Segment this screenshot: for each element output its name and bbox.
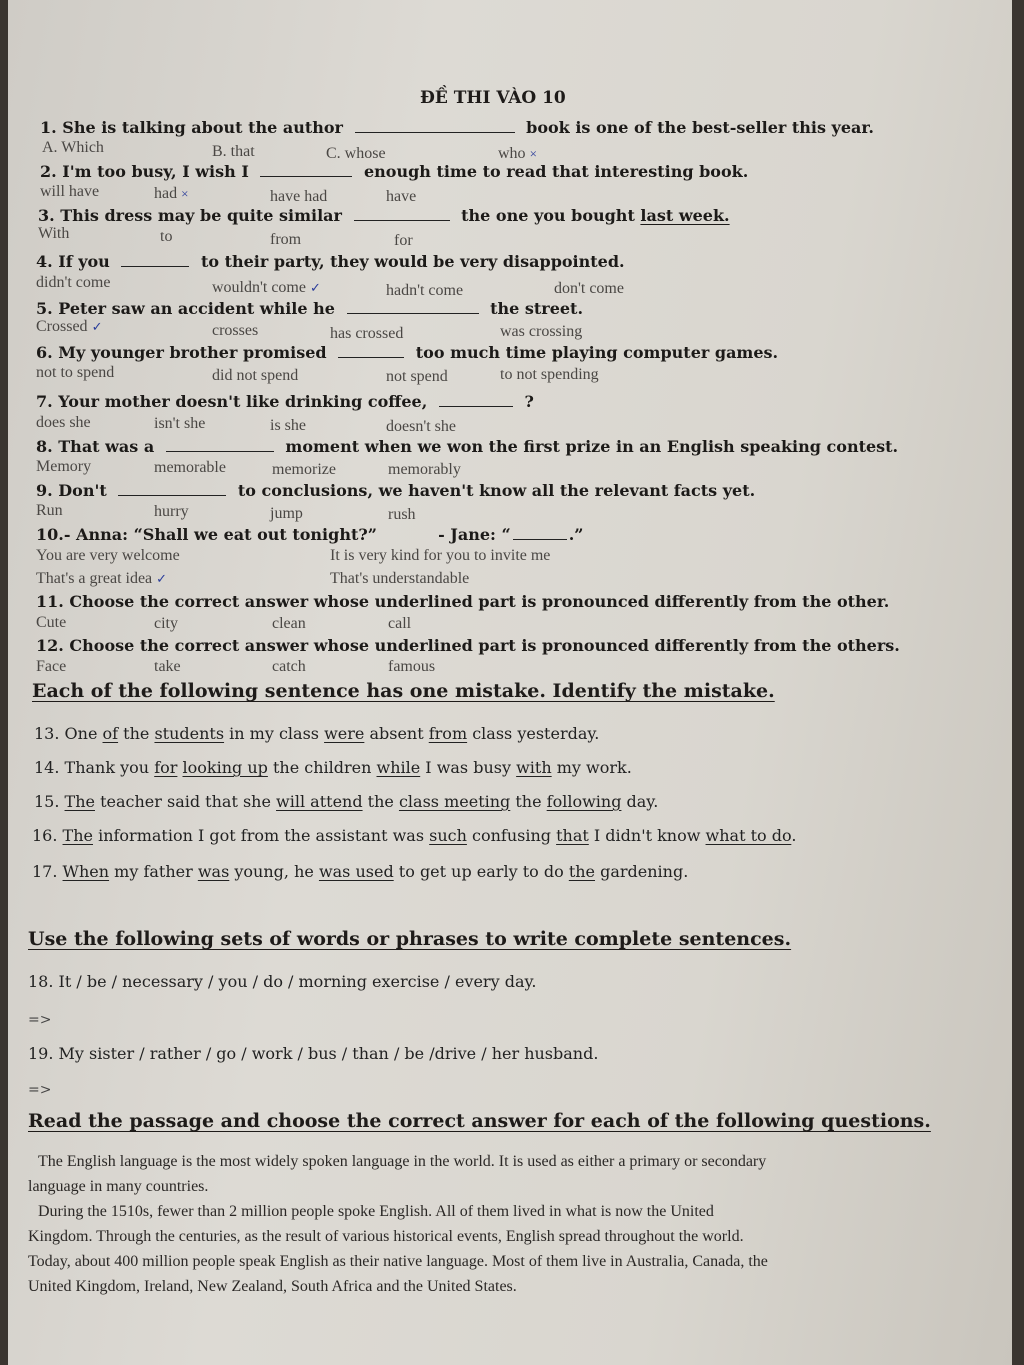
question-10-close: .” (568, 525, 584, 544)
pen-mark-icon: ✓ (156, 571, 168, 586)
sentence-text: information I got from the assistant was (92, 826, 430, 845)
question-12: 12. Choose the correct answer whose underlined part is pronounced differently from the others. (36, 636, 900, 655)
answer-blank (354, 219, 450, 221)
option: have (386, 188, 417, 205)
answer-blank (121, 265, 189, 267)
option: jump (270, 505, 303, 522)
mistake-sentence-13 (34, 724, 599, 743)
sentence-text: the (362, 792, 399, 811)
passage-line: language in many countries. (28, 1178, 209, 1195)
sentence-text: absent (364, 724, 429, 743)
question-1-end: book is one of the best-seller this year. (526, 118, 874, 137)
option: not to spend (36, 364, 115, 381)
sentence-text: I didn't know (588, 826, 706, 845)
passage-line: Today, about 400 million people speak English as their native language. Most of them live in Australia, Canada, the (28, 1253, 768, 1270)
question-7-end: ? (524, 392, 534, 411)
question-7 (36, 392, 534, 411)
underlined-part: such (429, 826, 467, 845)
answer-blank (513, 538, 567, 540)
question-8 (36, 437, 898, 456)
question-1 (40, 118, 874, 137)
option-text: who (498, 145, 526, 162)
underlined-part: looking up (182, 758, 268, 777)
passage-line: During the 1510s, fewer than 2 million people spoke English. All of them lived in what is now the United (38, 1203, 714, 1220)
option-text: wouldn't come (212, 279, 306, 296)
question-10-reply: - Jane: “ (438, 525, 511, 544)
answer-blank (118, 494, 226, 496)
mistake-sentence-15 (34, 792, 658, 811)
option: You are very welcome (36, 547, 180, 564)
option: has crossed (330, 325, 404, 342)
sentence-text: the (118, 724, 155, 743)
option: does she (36, 414, 91, 431)
option: to not spending (500, 366, 599, 383)
question-5-stem: 5. Peter saw an accident while he (36, 299, 335, 318)
option-text: That's a great idea (36, 570, 153, 587)
sentence-text: confusing (466, 826, 557, 845)
sentence-text: the (510, 792, 547, 811)
underlined-part: will attend (276, 792, 363, 811)
question-2 (40, 162, 748, 181)
option: did not spend (212, 367, 299, 384)
question-6-end: too much time playing computer games. (415, 343, 779, 362)
option: not spend (386, 368, 448, 385)
sentence-text: to get up early to do (393, 862, 569, 881)
mistake-sentence-14 (34, 758, 632, 777)
underlined-part: was (197, 862, 230, 881)
option: With (38, 225, 70, 242)
question-9-stem: 9. Don't (36, 481, 107, 500)
underlined-part: while (376, 758, 421, 777)
option: from (270, 231, 302, 248)
question-9-end: to conclusions, we haven't know all the relevant facts yet. (237, 481, 756, 500)
option: call (388, 615, 412, 632)
sentence-text: young, he (229, 862, 319, 881)
option: take (154, 658, 181, 675)
underlined-part: were (324, 724, 365, 743)
option: Run (36, 502, 63, 519)
option-text: had (154, 185, 178, 202)
option: to (160, 228, 173, 245)
underlined-phrase: last week. (640, 206, 730, 225)
option: memorable (154, 459, 226, 476)
answer-blank (355, 131, 515, 133)
option: famous (388, 658, 436, 675)
sentence-text: . (791, 826, 797, 845)
option: Face (36, 658, 67, 675)
sentence-text: 15. (34, 792, 65, 811)
question-10 (36, 525, 584, 544)
answer-arrow: => (28, 1012, 52, 1028)
question-2-stem: 2. I'm too busy, I wish I (40, 162, 249, 181)
option (212, 279, 321, 297)
option: That's understandable (330, 570, 470, 587)
option: will have (40, 183, 100, 200)
option: clean (272, 615, 306, 632)
underlined-part: When (62, 862, 110, 881)
option: didn't come (36, 274, 111, 291)
option: catch (272, 658, 306, 675)
option: is she (270, 417, 306, 434)
option: It is very kind for you to invite me (330, 547, 551, 564)
sentence-text: 17. (32, 862, 63, 881)
option (154, 185, 188, 203)
question-6-stem: 6. My younger brother promised (36, 343, 327, 362)
sentence-text: my work. (551, 758, 632, 777)
option: rush (388, 506, 416, 523)
page-title: ĐỀ THI VÀO 10 (420, 88, 566, 108)
underlined-part: students (154, 724, 225, 743)
underlined-part: The (62, 826, 93, 845)
exam-paper (8, 0, 1012, 1365)
answer-blank (439, 405, 513, 407)
sentence-text: the children (267, 758, 377, 777)
option: memorize (272, 461, 336, 478)
answer-blank (338, 356, 404, 358)
section-heading-mistakes: Each of the following sentence has one mistake. Identify the mistake. (32, 680, 775, 702)
question-4 (36, 252, 625, 271)
sentence-text: my father (109, 862, 198, 881)
mistake-sentence-16 (32, 826, 796, 845)
underlined-part: of (102, 724, 119, 743)
option: Cute (36, 614, 67, 631)
answer-blank (260, 175, 352, 177)
underlined-part: with (516, 758, 552, 777)
option: crosses (212, 322, 259, 339)
underlined-part: following (546, 792, 622, 811)
question-4-stem: 4. If you (36, 252, 110, 271)
question-7-stem: 7. Your mother doesn't like drinking coffee, (36, 392, 428, 411)
underlined-part: The (64, 792, 95, 811)
option: was crossing (500, 323, 583, 340)
question-8-end: moment when we won the first prize in an English speaking contest. (285, 437, 899, 456)
option: hadn't come (386, 282, 464, 299)
rewrite-prompt-18: 18. It / be / necessary / you / do / morning exercise / every day. (28, 972, 537, 991)
sentence-text: 14. Thank you (34, 758, 155, 777)
question-6 (36, 343, 778, 362)
option: memorably (388, 461, 461, 478)
question-2-end: enough time to read that interesting book. (363, 162, 749, 181)
underlined-part: from (428, 724, 468, 743)
option: A. Which (42, 139, 104, 156)
question-9 (36, 481, 755, 500)
pen-mark-icon: ✓ (91, 319, 103, 334)
option: doesn't she (386, 418, 456, 435)
passage-line: The English language is the most widely spoken language in the world. It is used as either a primary or secondary (38, 1153, 767, 1170)
question-11: 11. Choose the correct answer whose underlined part is pronounced differently from the other. (36, 592, 890, 611)
underlined-part: was used (318, 862, 394, 881)
option: don't come (554, 280, 624, 297)
option: city (154, 615, 178, 632)
option: Memory (36, 458, 92, 475)
sentence-text: teacher said that she (94, 792, 277, 811)
option: C. whose (326, 145, 386, 162)
rewrite-prompt-19: 19. My sister / rather / go / work / bus / than / be /drive / her husband. (28, 1044, 599, 1063)
sentence-text: day. (621, 792, 659, 811)
option: isn't she (154, 415, 206, 432)
answer-blank (347, 312, 479, 314)
mistake-sentence-17 (32, 862, 688, 881)
underlined-part: class meeting (398, 792, 511, 811)
question-5-end: the street. (490, 299, 584, 318)
sentence-text: I was busy (420, 758, 517, 777)
pen-mark-icon: × (181, 186, 189, 201)
underlined-part: the (568, 862, 596, 881)
option (36, 570, 167, 588)
underlined-part: what to do (705, 826, 792, 845)
question-4-end: to their party, they would be very disappointed. (200, 252, 625, 271)
question-10-stem: 10.- Anna: “Shall we eat out tonight?” (36, 525, 377, 544)
underlined-part: for (154, 758, 178, 777)
option: B. that (212, 143, 255, 160)
underlined-part: that (556, 826, 589, 845)
pen-mark-icon: ✓ (309, 280, 321, 295)
sentence-text: 16. (32, 826, 63, 845)
sentence-text: class yesterday. (467, 724, 600, 743)
passage-line: United Kingdom, Ireland, New Zealand, South Africa and the United States. (28, 1278, 517, 1295)
section-heading-rewrite: Use the following sets of words or phrases to write complete sentences. (28, 928, 792, 950)
question-5 (36, 299, 583, 318)
option: have had (270, 188, 328, 205)
question-3-end: the one you bought (461, 206, 635, 225)
answer-blank (166, 450, 274, 452)
sentence-text: gardening. (595, 862, 689, 881)
question-3-stem: 3. This dress may be quite similar (38, 206, 342, 225)
option-text: Crossed (36, 318, 88, 335)
option (498, 145, 537, 163)
question-1-stem: 1. She is talking about the author (40, 118, 343, 137)
option: hurry (154, 503, 189, 520)
option: for (394, 232, 413, 249)
question-8-stem: 8. That was a (36, 437, 155, 456)
sentence-text: in my class (224, 724, 325, 743)
option (36, 318, 102, 336)
section-heading-reading: Read the passage and choose the correct answer for each of the following questions. (28, 1110, 931, 1132)
question-3 (38, 206, 730, 225)
answer-arrow: => (28, 1082, 52, 1098)
sentence-text: 13. One (34, 724, 103, 743)
passage-line: Kingdom. Through the centuries, as the result of various historical events, English spread throughout the world. (28, 1228, 744, 1245)
pen-mark-icon: × (529, 146, 537, 161)
